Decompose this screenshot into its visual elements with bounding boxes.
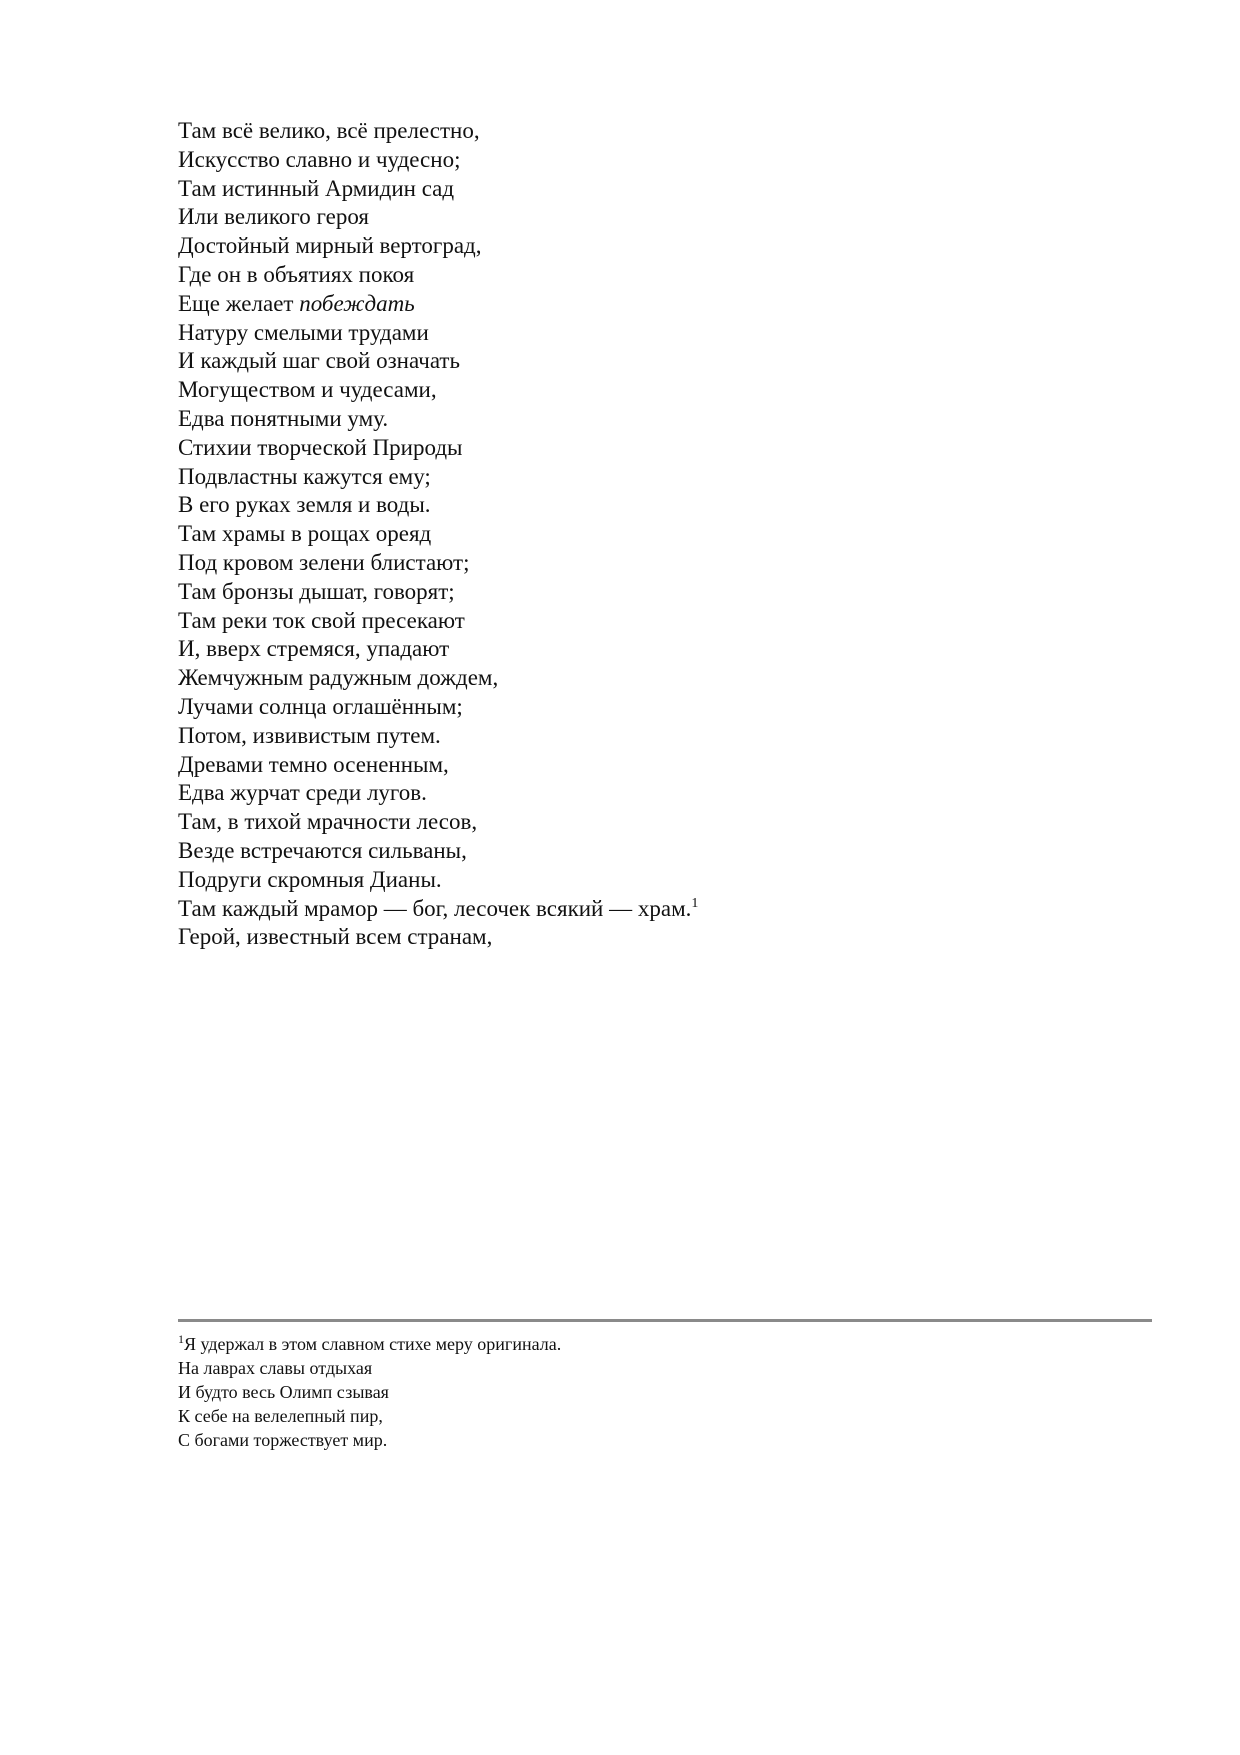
- poem-line-text: Древами темно осененным,: [178, 751, 449, 777]
- footnote-line: [178, 1428, 1078, 1452]
- poem-line: [178, 261, 1078, 290]
- poem-line-text: Там каждый мрамор — бог, лесочек всякий — храм.: [178, 895, 692, 921]
- poem-line-text: Едва понятными уму.: [178, 405, 389, 431]
- poem-line-text: Натуру смелыми трудами: [178, 319, 429, 345]
- poem-line-text: Где он в объятиях покоя: [178, 261, 415, 287]
- poem-line-text: В его руках земля и воды.: [178, 492, 431, 518]
- poem-line: [178, 146, 1078, 175]
- poem-line: [178, 175, 1078, 204]
- poem-line-text: Там храмы в рощах ореяд: [178, 521, 432, 547]
- poem-line: [178, 549, 1078, 578]
- poem-line-text: Достойный мирный вертоград,: [178, 233, 482, 259]
- poem-line: [178, 319, 1078, 348]
- poem-line-text: Герой, известный всем странам,: [178, 924, 493, 950]
- poem-line: [178, 923, 1078, 952]
- footnote-line: [178, 1380, 1078, 1404]
- poem-line-text: Под кровом зелени блистают;: [178, 549, 470, 575]
- poem-line-text: Лучами солнца оглашённым;: [178, 693, 463, 719]
- poem-line-text: И каждый шаг свой означать: [178, 348, 460, 374]
- poem-line: [178, 405, 1078, 434]
- poem-line: [178, 347, 1078, 376]
- poem-line: [178, 376, 1078, 405]
- poem-body: [178, 117, 1078, 952]
- poem-line: [178, 693, 1078, 722]
- footnote-text: И будто весь Олимп сзывая: [178, 1382, 389, 1402]
- poem-line: [178, 232, 1078, 261]
- poem-line: [178, 722, 1078, 751]
- footnote-reference[interactable]: 1: [691, 895, 699, 911]
- poem-line: [178, 607, 1078, 636]
- footnote-text: Я удержал в этом славном стихе меру оригинала.: [184, 1334, 562, 1354]
- poem-line: [178, 895, 1078, 924]
- poem-line-text: Едва журчат среди лугов.: [178, 780, 427, 806]
- poem-line-text: Стихии творческой Природы: [178, 434, 463, 460]
- poem-line-text: Там, в тихой мрачности лесов,: [178, 809, 478, 835]
- poem-line: [178, 866, 1078, 895]
- poem-line-text: Подруги скромныя Дианы.: [178, 866, 442, 892]
- poem-line: [178, 463, 1078, 492]
- poem-line: [178, 520, 1078, 549]
- footnote-text: К себе на велелепный пир,: [178, 1406, 383, 1426]
- poem-line: [178, 808, 1078, 837]
- poem-line: [178, 578, 1078, 607]
- poem-line: [178, 664, 1078, 693]
- poem-line-text: Потом, извивистым путем.: [178, 722, 441, 748]
- poem-line-text: Там истинный Армидин сад: [178, 175, 455, 201]
- poem-line-text: Там всё велико, всё прелестно,: [178, 118, 480, 143]
- footnote-line: [178, 1356, 1078, 1380]
- footnote-marker: 1: [178, 1332, 184, 1346]
- poem-line-text: Везде встречаются сильваны,: [178, 837, 467, 863]
- footnote-separator: [178, 1319, 1152, 1322]
- poem-line-text: Подвластны кажутся ему;: [178, 463, 431, 489]
- poem-line-text: Искусство славно и чудесно;: [178, 146, 461, 172]
- poem-line: [178, 290, 1078, 319]
- poem-line: [178, 434, 1078, 463]
- poem-line: [178, 751, 1078, 780]
- poem-line-text: И, вверх стремяся, упадают: [178, 636, 450, 662]
- footnote-line: [178, 1404, 1078, 1428]
- poem-line-text: Еще желает: [178, 290, 300, 316]
- poem-line-italic-text: побеждать: [299, 290, 415, 316]
- poem-line: [178, 837, 1078, 866]
- poem-line-text: Могуществом и чудесами,: [178, 377, 437, 403]
- poem-line: [178, 117, 1078, 146]
- footnote-block: [178, 1332, 1078, 1452]
- footnote-text: С богами торжествует мир.: [178, 1430, 388, 1450]
- poem-line: [178, 635, 1078, 664]
- poem-line: [178, 203, 1078, 232]
- poem-line-text: Там бронзы дышат, говорят;: [178, 578, 455, 604]
- poem-line-text: Там реки ток свой пресекают: [178, 607, 465, 633]
- poem-line: [178, 491, 1078, 520]
- poem-line: [178, 779, 1078, 808]
- footnote-line: [178, 1332, 1078, 1356]
- poem-line-text: Или великого героя: [178, 204, 369, 230]
- footnote-text: На лаврах славы отдыхая: [178, 1358, 373, 1378]
- poem-line-text: Жемчужным радужным дождем,: [178, 665, 499, 691]
